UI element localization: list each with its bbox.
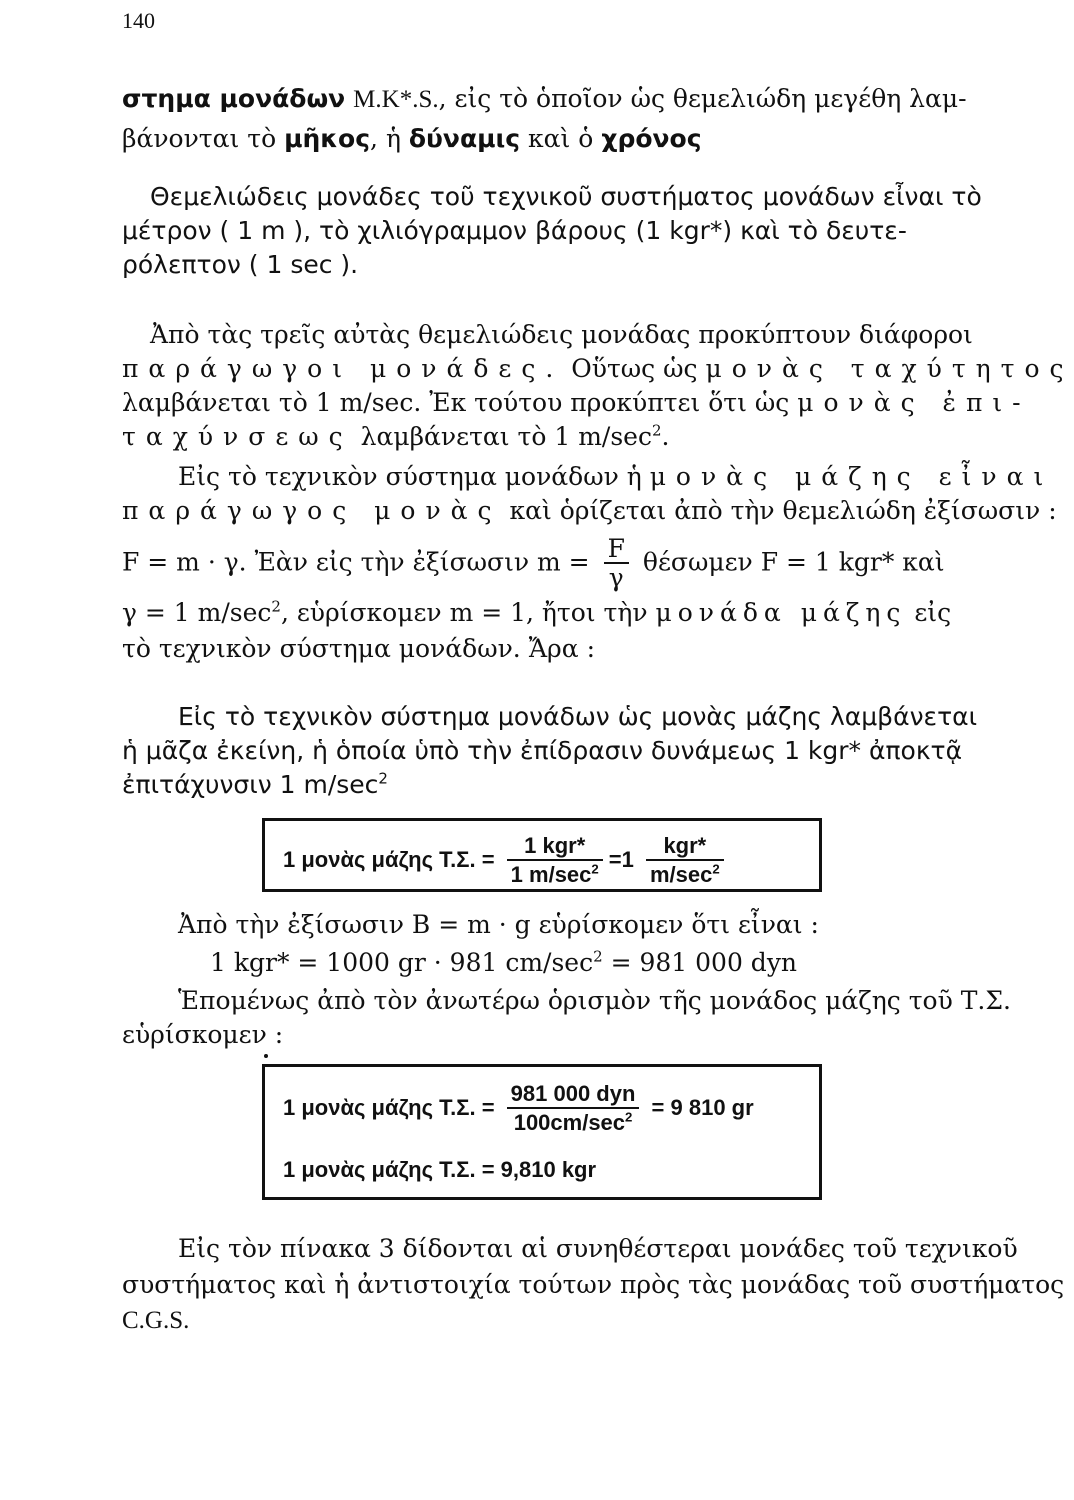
fraction-denominator: γ xyxy=(608,563,624,592)
intro-line-2 xyxy=(122,122,972,156)
box1-fraction-2 xyxy=(646,833,724,889)
derivation-line-4: εὑρίσκομεν : xyxy=(122,1020,284,1049)
fundamental-line-2: μέτρον ( 1 m ), τὸ χιλιόγραμμον βάρους (1 kgr*) καὶ τὸ δευτε- xyxy=(122,216,907,245)
mass-unit-box-2 xyxy=(262,1064,822,1200)
mass-text-4: , εὑρίσκομεν m = 1, ἤτοι τὴν xyxy=(280,598,648,627)
mass-text-3: γ = 1 m/sec xyxy=(122,598,272,627)
box1-mid: =1 xyxy=(608,846,634,872)
box2-frac-num: 981 000 dyn xyxy=(507,1081,640,1109)
mass-equation-text-2: θέσωμεν F = 1 kgr* καὶ xyxy=(642,547,945,577)
statement-line-1: Εἰς τὸ τεχνικὸν σύστημα μονάδων ὡς μονὰς μάζης λαμβάνεται xyxy=(178,702,978,731)
box1-frac1-sup: 2 xyxy=(591,861,599,877)
closing-line-2: συστήματος καὶ ἡ ἀντιστοιχία τούτων πρὸς τὰς μονάδας τοῦ συστήματος xyxy=(122,1270,1065,1299)
term-acceleration: ταχύνσεως xyxy=(122,422,353,451)
statement-text: ἐπιτάχυνσιν 1 m/sec xyxy=(122,770,379,799)
mass-line-5: τὸ τεχνικὸν σύστημα μονάδων. Ἄρα : xyxy=(122,634,595,663)
box1-row xyxy=(283,833,730,889)
derivation-line-3: Ἑπομένως ἀπὸ τὸν ἀνωτέρω ὁρισμὸν τῆς μονάδος μάζης τοῦ Τ.Σ. xyxy=(178,986,1011,1015)
derived-text-1: Οὕτως ὡς xyxy=(571,354,698,383)
statement-line-2: ἡ μᾶζα ἐκείνη, ἡ ὁποία ὑπὸ τὴν ἐπίδρασιν δυνάμεως 1 kgr* ἀποκτᾷ xyxy=(122,736,963,765)
mass-fraction xyxy=(604,536,629,592)
derived-period: . xyxy=(661,422,670,451)
term-unit-mass: μονὰς μάζης εἶναι xyxy=(649,462,1054,491)
box1-frac1-num: 1 kgr* xyxy=(507,833,603,861)
term-unit-acceleration: μονὰς ἐπι- xyxy=(797,388,1031,417)
closing-line-1: Εἰς τὸν πίνακα 3 δίδονται αἱ συνηθέστεραι μονάδες τοῦ τεχνικοῦ xyxy=(178,1234,1018,1263)
mass-unit-box-1 xyxy=(262,818,822,892)
box2-frac-den-text: 100cm/sec xyxy=(513,1110,626,1135)
derivation-text-1: 1 kgr* = 1000 gr · 981 cm/sec xyxy=(210,948,594,977)
mass-text-1: Εἰς τὸ τεχνικὸν σύστημα μονάδων ἡ xyxy=(178,462,642,491)
mass-sup: 2 xyxy=(271,597,281,616)
box1-frac2-num: kgr* xyxy=(646,833,724,861)
box2-rhs: = 9 810 gr xyxy=(651,1094,754,1120)
derived-line-1: Ἀπὸ τὰς τρεῖς αὐτὰς θεμελιώδεις μονάδας προκύπτουν διάφοροι xyxy=(150,320,973,349)
intro-line-1 xyxy=(122,82,972,117)
intro-text-3: , ἡ xyxy=(370,124,401,153)
box2-frac-sup: 2 xyxy=(625,1109,633,1125)
term-mass-unit: μονάδα μάζης xyxy=(655,598,907,627)
mass-line-2 xyxy=(122,494,1057,528)
box1-frac1-den-text: 1 m/sec xyxy=(510,862,592,887)
derivation-sup: 2 xyxy=(593,947,603,966)
box2-row-1 xyxy=(283,1081,754,1137)
mass-text-5: εἰς xyxy=(914,598,952,627)
page-number: 140 xyxy=(122,8,155,33)
box2-frac-den xyxy=(507,1109,640,1137)
intro-text-4: καὶ ὁ xyxy=(528,124,594,153)
derived-line-2 xyxy=(122,352,1074,386)
derived-line-4 xyxy=(122,420,972,454)
box2-lhs: 1 μονὰς μάζης Τ.Σ. = xyxy=(283,1094,495,1120)
fundamental-line-1: Θεμελιώδεις μονάδες τοῦ τεχνικοῦ συστήματος μονάδων εἶναι τὸ xyxy=(150,182,982,211)
closing-line-3: C.G.S. xyxy=(122,1307,190,1334)
box2-fraction xyxy=(507,1081,640,1137)
term-time: χρόνος xyxy=(601,124,702,153)
intro-term-system: στημα μονάδων xyxy=(122,84,346,113)
box1-frac2-den-text: m/sec xyxy=(649,862,713,887)
term-unit-velocity: μονὰς ταχύτητος xyxy=(705,354,1074,383)
term-force: δύναμις xyxy=(408,124,521,153)
derivation-text-2: = 981 000 dyn xyxy=(602,948,798,977)
derived-text-2: λαμβάνεται τὸ 1 m/sec. Ἐκ τούτου προκύπτει ὅτι ὡς xyxy=(122,388,790,417)
intro-mks: M.K*.S. xyxy=(353,86,439,113)
box1-lhs: 1 μονὰς μάζης Τ.Σ. = xyxy=(283,846,495,872)
mass-line-4 xyxy=(122,596,972,630)
mass-line-1 xyxy=(178,460,1054,494)
fraction-numerator: F xyxy=(604,536,629,564)
speck-mark xyxy=(264,1054,268,1058)
derived-line-3 xyxy=(122,386,1031,420)
box1-frac2-sup: 2 xyxy=(712,861,720,877)
mass-equation-line xyxy=(122,536,972,592)
derivation-line-2 xyxy=(210,946,1060,980)
term-length: μῆκος xyxy=(284,124,371,153)
term-derived-unit: παράγωγος μονὰς xyxy=(122,496,502,525)
mass-equation-text: F = m · γ. Ἐὰν εἰς τὴν ἐξίσωσιν m = xyxy=(122,547,590,577)
derivation-line-1: Ἀπὸ τὴν ἐξίσωσιν B = m · g εὑρίσκομεν ὅτι εἶναι : xyxy=(178,910,819,939)
term-derived-units: παράγωγοι μονάδες. xyxy=(122,354,564,383)
box1-frac2-den xyxy=(646,861,724,889)
derived-text-3: λαμβάνεται τὸ 1 m/sec xyxy=(360,422,652,451)
box1-frac1-den xyxy=(507,861,603,889)
statement-line-3 xyxy=(122,768,972,802)
fundamental-line-3: ρόλεπτον ( 1 sec ). xyxy=(122,250,359,279)
mass-text-2: καὶ ὁρίζεται ἀπὸ τὴν θεμελιώδη ἐξίσωσιν : xyxy=(509,496,1057,525)
intro-text-2: βάνονται τὸ xyxy=(122,124,277,153)
statement-sup: 2 xyxy=(378,769,388,788)
derived-sup: 2 xyxy=(651,421,662,440)
box2-row-2: 1 μονὰς μάζης Τ.Σ. = 9,810 kgr xyxy=(283,1157,597,1182)
intro-text-1: , εἰς τὸ ὁποῖον ὡς θεμελιώδη μεγέθη λαμ- xyxy=(438,84,967,113)
box1-fraction-1 xyxy=(507,833,603,889)
